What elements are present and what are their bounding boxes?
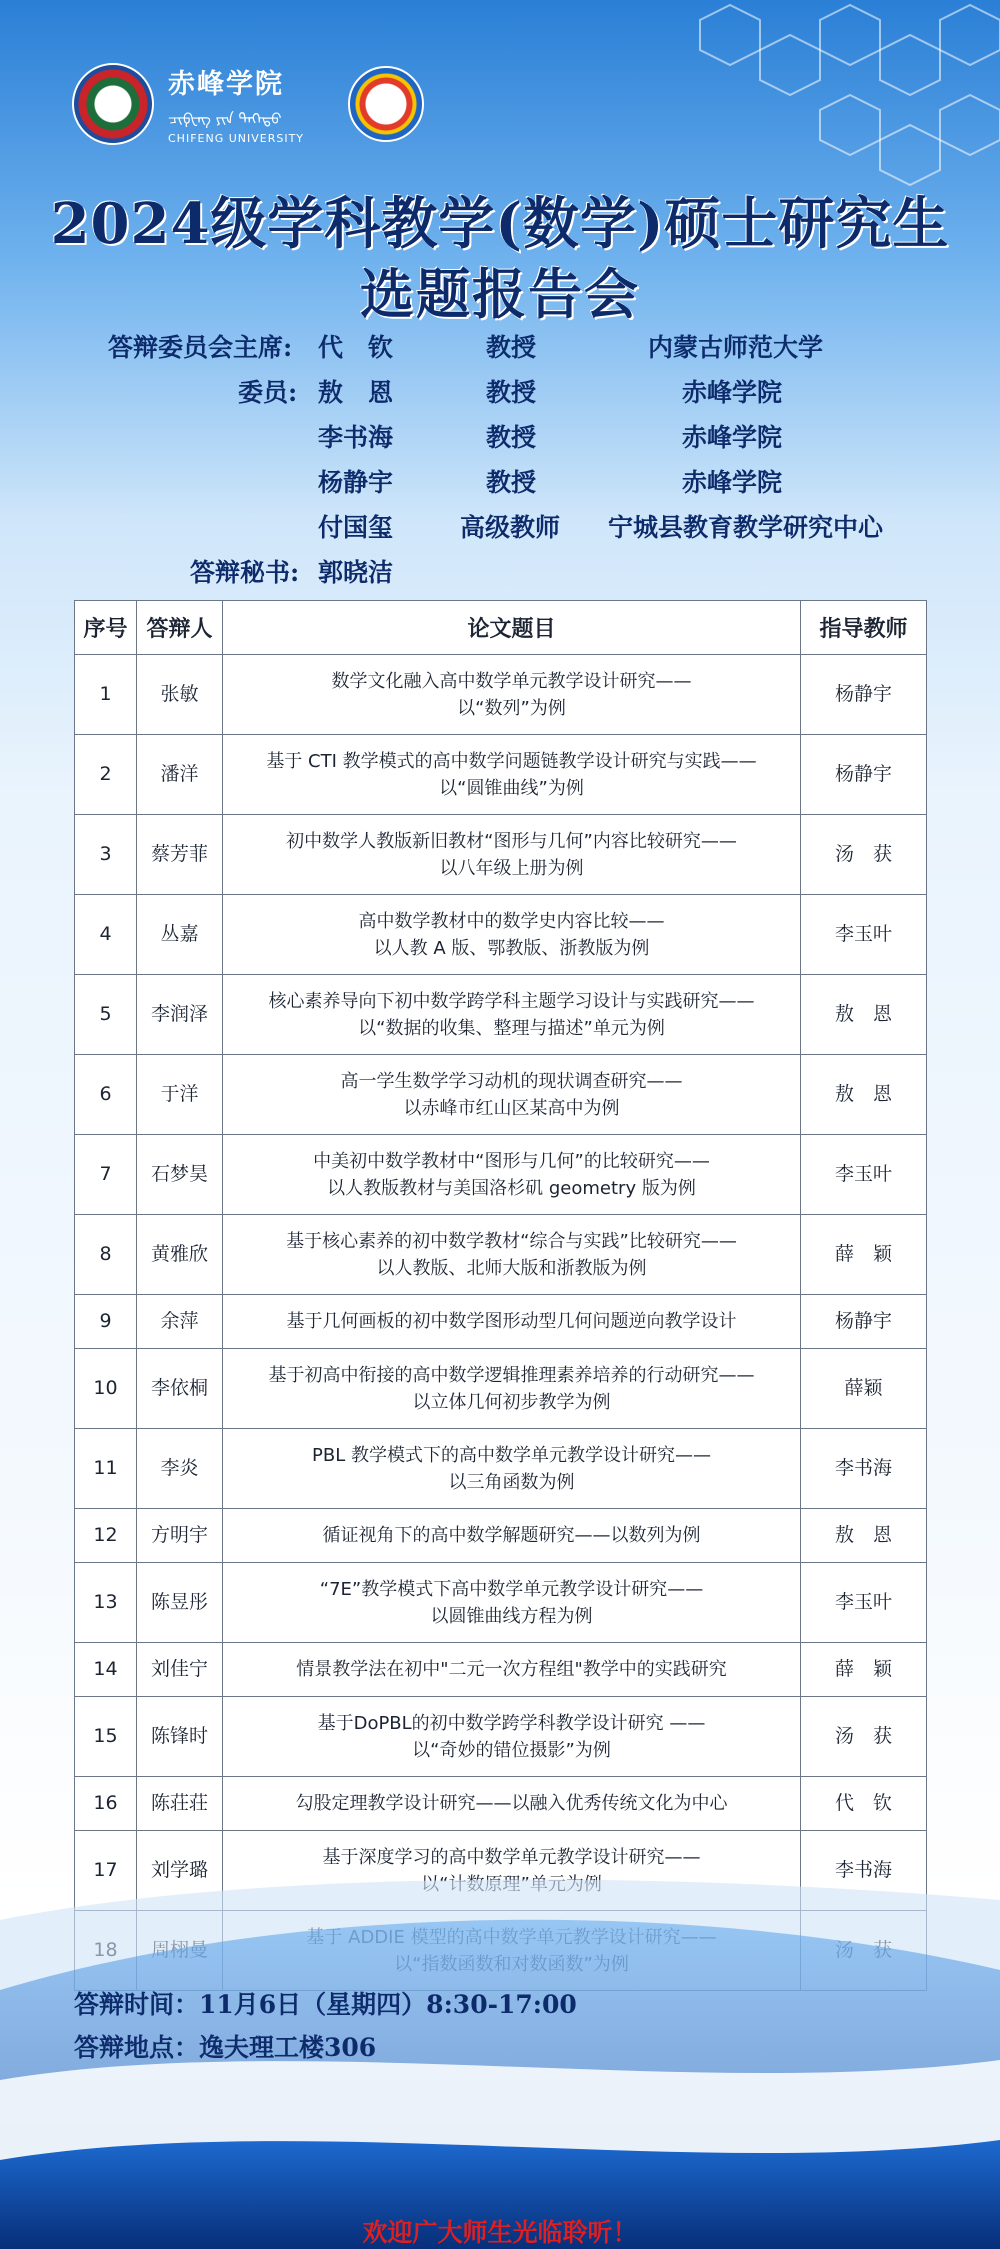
table-row	[75, 895, 927, 975]
member-title: 教授	[486, 423, 537, 452]
thesis-title-line2: 以“数据的收集、整理与描述”单元为例	[358, 1017, 665, 1039]
cell-thesis-title	[223, 735, 801, 815]
thesis-title-line2: 以八年级上册为例	[439, 857, 584, 879]
member-name: 付国玺	[318, 513, 394, 542]
thesis-title-line2: 以立体几何初步教学为例	[412, 1391, 611, 1413]
cell-student: 陈昱彤	[137, 1563, 223, 1643]
cell-student: 方明宇	[137, 1509, 223, 1563]
thesis-title-line2: 以“奇妙的错位摄影”为例	[412, 1739, 611, 1761]
cell-advisor: 汤 获	[801, 1697, 927, 1777]
thesis-title-line1: 基于核心素养的初中数学教材“综合与实践”比较研究——	[286, 1230, 737, 1252]
defense-place: 答辩地点：逸夫理工楼306	[74, 2033, 377, 2062]
cell-advisor: 薛颖	[801, 1349, 927, 1429]
table-row	[75, 735, 927, 815]
table-row	[75, 1215, 927, 1295]
member-name: 李书海	[318, 423, 394, 452]
cell-advisor: 李玉叶	[801, 1135, 927, 1215]
cell-advisor: 杨静宇	[801, 655, 927, 735]
table-row	[75, 1295, 927, 1349]
table-row	[75, 1429, 927, 1509]
thesis-table-wrapper	[74, 600, 926, 1991]
university-name-mn: ᠴᠢᠹᠧᠩ ᠶᠢᠨ ᠳᠡᠭᠡᠳᠦ	[168, 110, 282, 128]
university-name-cn: 赤峰学院	[168, 69, 284, 100]
table-row	[75, 1055, 927, 1135]
member-title: 高级教师	[460, 513, 561, 542]
math-society-logo-icon	[348, 66, 424, 142]
thesis-title-line2: 以人教 A 版、鄂教版、浙教版为例	[373, 937, 650, 959]
cell-thesis-title	[223, 975, 801, 1055]
cell-student: 李依桐	[137, 1349, 223, 1429]
cell-student: 李炎	[137, 1429, 223, 1509]
cell-student: 张敏	[137, 655, 223, 735]
page-title-line2: 选题报告会	[360, 262, 640, 326]
table-row	[75, 815, 927, 895]
cell-thesis-title	[223, 815, 801, 895]
cell-thesis-title	[223, 1643, 801, 1697]
thesis-table	[74, 600, 927, 1991]
cell-no: 1	[75, 655, 137, 735]
cell-thesis-title	[223, 1509, 801, 1563]
cell-thesis-title	[223, 1295, 801, 1349]
committee-member-row	[0, 373, 1000, 413]
member-name: 敖 恩	[318, 378, 394, 407]
cell-no: 6	[75, 1055, 137, 1135]
thesis-title-line2: 以三角函数为例	[448, 1471, 575, 1493]
table-row	[75, 1509, 927, 1563]
thesis-title-line1: 中美初中数学教材中“图形与几何”的比较研究——	[313, 1150, 710, 1172]
member-org: 赤峰学院	[682, 378, 783, 407]
thesis-title-line1: 高中数学教材中的数学史内容比较——	[358, 910, 665, 932]
cell-advisor: 敖 恩	[801, 1055, 927, 1135]
table-row	[75, 1563, 927, 1643]
thesis-title-line1: 情景教学法在初中"二元一次方程组"教学中的实践研究	[296, 1659, 727, 1680]
cell-student: 蔡芳菲	[137, 815, 223, 895]
cell-no: 13	[75, 1563, 137, 1643]
table-body	[75, 655, 927, 1991]
cell-student: 李润泽	[137, 975, 223, 1055]
cell-thesis-title	[223, 655, 801, 735]
table-row	[75, 655, 927, 735]
cell-no: 9	[75, 1295, 137, 1349]
cell-student: 黄雅欣	[137, 1215, 223, 1295]
cell-advisor: 李玉叶	[801, 895, 927, 975]
committee-member-row	[0, 463, 1000, 503]
cell-thesis-title	[223, 1429, 801, 1509]
member-org: 赤峰学院	[682, 468, 783, 497]
cell-no: 16	[75, 1777, 137, 1831]
header-no: 序号	[75, 601, 137, 655]
cell-thesis-title	[223, 1777, 801, 1831]
cell-no: 4	[75, 895, 137, 975]
committee-member-row	[0, 418, 1000, 458]
cell-no: 11	[75, 1429, 137, 1509]
header-title: 论文题目	[223, 601, 801, 655]
page-title-line1: 2024级学科教学(数学)硕士研究生	[50, 191, 950, 257]
member-title: 教授	[486, 468, 537, 497]
chair-label: 答辩委员会主席:	[108, 333, 293, 362]
cell-no: 10	[75, 1349, 137, 1429]
cell-no: 12	[75, 1509, 137, 1563]
university-name	[168, 62, 304, 145]
cell-student: 刘佳宁	[137, 1643, 223, 1697]
chair-name: 代 钦	[318, 333, 394, 362]
thesis-title-line2: 以人教版、北师大版和浙教版为例	[376, 1257, 647, 1279]
cell-student: 潘洋	[137, 735, 223, 815]
thesis-title-line1: 核心素养导向下初中数学跨学科主题学习设计与实践研究——	[268, 990, 755, 1012]
chair-title: 教授	[486, 333, 537, 362]
thesis-title-line1: 基于DoPBL的初中数学跨学科教学设计研究 ——	[317, 1712, 706, 1734]
thesis-title-line1: 数学文化融入高中数学单元教学设计研究——	[331, 670, 692, 692]
header-logos	[72, 62, 424, 145]
cell-no: 14	[75, 1643, 137, 1697]
thesis-title-line1: 基于几何画板的初中数学图形动型几何问题逆向教学设计	[286, 1311, 737, 1332]
cell-advisor: 杨静宇	[801, 735, 927, 815]
cell-student: 丛嘉	[137, 895, 223, 975]
thesis-title-line2: 以赤峰市红山区某高中为例	[403, 1097, 620, 1119]
committee-member-row	[0, 508, 1000, 548]
cell-thesis-title	[223, 1697, 801, 1777]
cell-advisor: 李玉叶	[801, 1563, 927, 1643]
cell-student: 于洋	[137, 1055, 223, 1135]
member-org: 宁城县教育教学研究中心	[608, 513, 884, 542]
table-row	[75, 1135, 927, 1215]
committee-chair-row	[0, 328, 1000, 368]
cell-no: 2	[75, 735, 137, 815]
university-name-en: CHIFENG UNIVERSITY	[168, 132, 305, 145]
thesis-title-line2: 以人教版教材与美国洛杉矶 geometry 版为例	[327, 1177, 696, 1199]
cell-thesis-title	[223, 1055, 801, 1135]
cell-advisor: 李书海	[801, 1429, 927, 1509]
member-label: 委员:	[238, 378, 298, 407]
secretary-name: 郭晓洁	[318, 558, 394, 587]
cell-student: 陈锋时	[137, 1697, 223, 1777]
thesis-title-line1: 勾股定理教学设计研究——以融入优秀传统文化为中心	[295, 1793, 728, 1814]
cell-advisor: 代 钦	[801, 1777, 927, 1831]
cell-student: 刘学璐	[137, 1831, 223, 1911]
member-org: 赤峰学院	[682, 423, 783, 452]
thesis-title-line1: 基于 CTI 教学模式的高中数学问题链教学设计研究与实践——	[266, 750, 757, 772]
table-header-row	[75, 601, 927, 655]
cell-no: 5	[75, 975, 137, 1055]
thesis-title-line1: 循证视角下的高中数学解题研究——以数列为例	[322, 1525, 701, 1546]
cell-thesis-title	[223, 1215, 801, 1295]
thesis-title-line1: 高一学生数学学习动机的现状调查研究——	[340, 1070, 683, 1092]
thesis-title-line1: 初中数学人教版新旧教材“图形与几何”内容比较研究——	[286, 830, 737, 852]
member-title: 教授	[486, 378, 537, 407]
cell-student: 陈荘荘	[137, 1777, 223, 1831]
chifeng-university-logo-icon	[72, 63, 154, 145]
cell-advisor: 薛 颖	[801, 1215, 927, 1295]
defense-time: 答辩时间：11月6日（星期四）8:30-17:00	[74, 1990, 577, 2019]
thesis-title-line2: 以圆锥曲线方程为例	[430, 1605, 593, 1627]
thesis-title-line1: PBL 教学模式下的高中数学单元教学设计研究——	[312, 1444, 711, 1466]
thesis-title-line1: “7E”教学模式下高中数学单元教学设计研究——	[319, 1578, 704, 1600]
cell-student: 石梦昊	[137, 1135, 223, 1215]
cell-no: 7	[75, 1135, 137, 1215]
header-advisor: 指导教师	[801, 601, 927, 655]
table-row	[75, 975, 927, 1055]
cell-thesis-title	[223, 1349, 801, 1429]
table-row	[75, 1697, 927, 1777]
cell-advisor: 李书海	[801, 1831, 927, 1911]
cell-no: 15	[75, 1697, 137, 1777]
thesis-title-line1: 基于初高中衔接的高中数学逻辑推理素养培养的行动研究——	[268, 1364, 755, 1386]
header-student: 答辩人	[137, 601, 223, 655]
table-row	[75, 1777, 927, 1831]
member-name: 杨静宇	[318, 468, 394, 497]
cell-advisor: 薛 颖	[801, 1643, 927, 1697]
chair-org: 内蒙古师范大学	[648, 333, 824, 362]
cell-advisor: 杨静宇	[801, 1295, 927, 1349]
cell-advisor: 敖 恩	[801, 975, 927, 1055]
cell-no: 17	[75, 1831, 137, 1911]
thesis-title-line1: 基于深度学习的高中数学单元教学设计研究——	[322, 1846, 701, 1868]
table-row	[75, 1349, 927, 1429]
cell-no: 3	[75, 815, 137, 895]
cell-thesis-title	[223, 895, 801, 975]
cell-student: 余萍	[137, 1295, 223, 1349]
committee-secretary-row	[0, 553, 1000, 593]
cell-no: 8	[75, 1215, 137, 1295]
cell-advisor: 汤 获	[801, 815, 927, 895]
cell-thesis-title	[223, 1135, 801, 1215]
secretary-label: 答辩秘书:	[190, 558, 300, 587]
welcome-message: 欢迎广大师生光临聆听！	[362, 2218, 638, 2247]
thesis-title-line2: 以“圆锥曲线”为例	[439, 777, 584, 799]
cell-thesis-title	[223, 1563, 801, 1643]
table-row	[75, 1643, 927, 1697]
thesis-title-line2: 以“数列”为例	[457, 697, 566, 719]
cell-advisor: 敖 恩	[801, 1509, 927, 1563]
